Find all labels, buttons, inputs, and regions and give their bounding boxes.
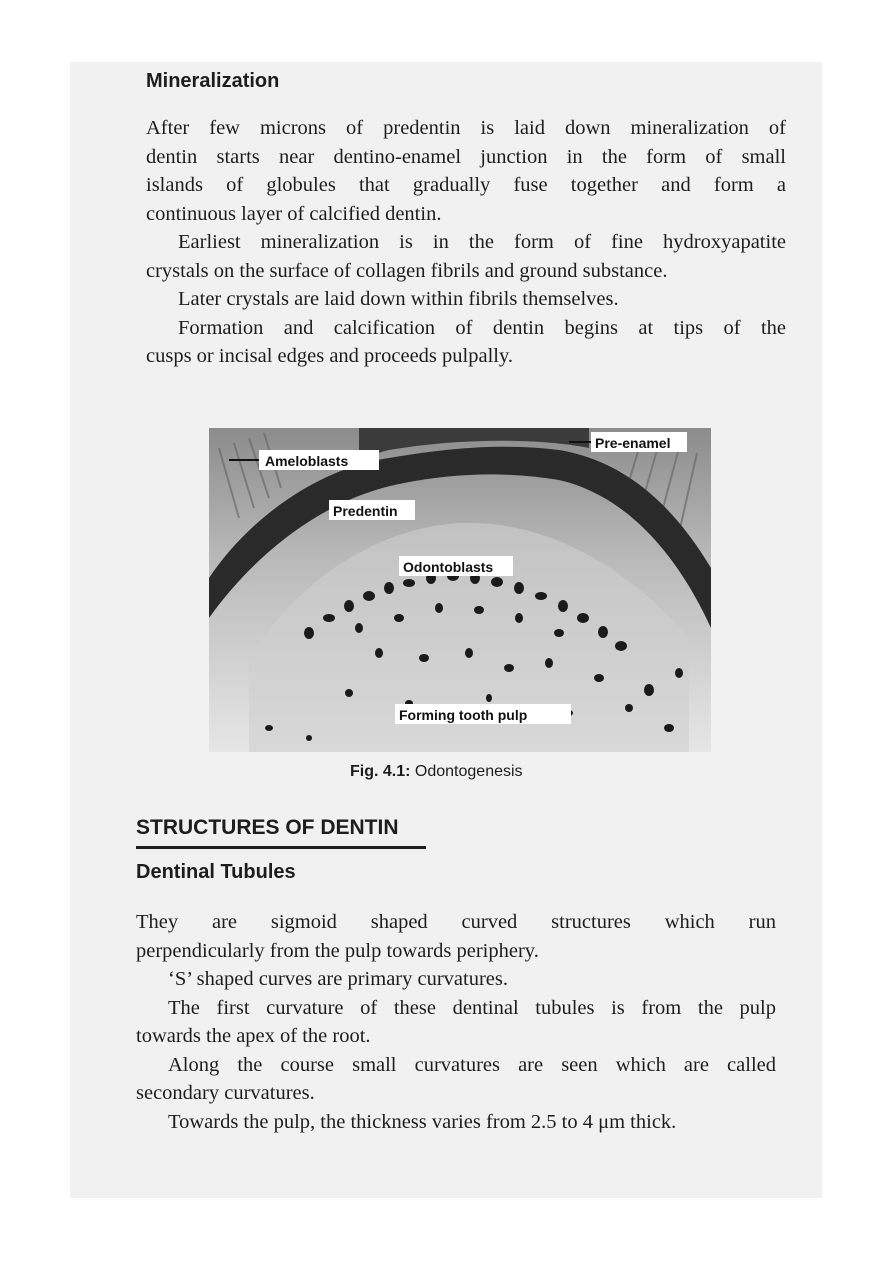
text-line: The first curvature of these dentinal tubules is from the pulp	[168, 996, 776, 1019]
predentin-label: Predentin	[333, 503, 398, 519]
book-page	[70, 62, 822, 1198]
odontogenesis-micrograph	[209, 428, 711, 752]
figure-title: Odontogenesis	[414, 763, 523, 780]
paragraph	[146, 228, 786, 285]
paragraph	[136, 1108, 776, 1137]
paragraph	[136, 965, 776, 994]
text-line: ‘S’ shaped curves are primary curvatures.	[168, 968, 509, 990]
ameloblasts-label: Ameloblasts	[265, 453, 349, 469]
text-line: continuous layer of calcified dentin.	[146, 202, 442, 225]
text-line: cusps or incisal edges and proceeds pulpally.	[146, 345, 513, 367]
text-line: perpendicularly from the pulp towards periphery.	[136, 939, 539, 962]
odontoblasts-label: Odontoblasts	[403, 559, 494, 575]
figure-caption	[350, 763, 523, 781]
text-line: Earliest mineralization is in the form of fine hydroxyapatite	[178, 231, 786, 253]
paragraph	[136, 908, 776, 965]
text-line: islands of globules that gradually fuse together and form a	[146, 174, 786, 196]
text-line: Along the course small curvatures are seen which are called	[168, 1053, 776, 1076]
paragraph	[146, 285, 786, 314]
dentinal-tubules-body	[136, 908, 776, 1136]
paragraph	[146, 114, 786, 228]
forming-pulp-label: Forming tooth pulp	[399, 707, 528, 723]
text-line: crystals on the surface of collagen fibrils and ground substance.	[146, 259, 668, 282]
section-heading-structures: STRUCTURES OF DENTIN	[136, 816, 426, 849]
paragraph	[146, 314, 786, 371]
text-line: After few microns of predentin is laid down mineralization of	[146, 117, 786, 139]
mineralization-body	[146, 114, 786, 371]
paragraph	[136, 994, 776, 1051]
figure-number: Fig. 4.1:	[350, 763, 411, 780]
text-line: secondary curvatures.	[136, 1082, 315, 1104]
paragraph	[136, 1051, 776, 1108]
text-line: Formation and calcification of dentin begins at tips of the	[178, 316, 786, 339]
text-line: towards the apex of the root.	[136, 1025, 371, 1047]
text-line: Towards the pulp, the thickness varies from 2.5 to 4 μm thick.	[168, 1110, 677, 1133]
text-line: dentin starts near dentino-enamel junction in the form of small	[146, 145, 786, 168]
section-heading-mineralization: Mineralization	[146, 70, 280, 92]
pre-enamel-label: Pre-enamel	[595, 435, 671, 451]
subheading-dentinal-tubules: Dentinal Tubules	[136, 861, 296, 883]
text-line: Later crystals are laid down within fibrils themselves.	[178, 288, 619, 310]
text-line: They are sigmoid shaped curved structures which run	[136, 911, 776, 933]
